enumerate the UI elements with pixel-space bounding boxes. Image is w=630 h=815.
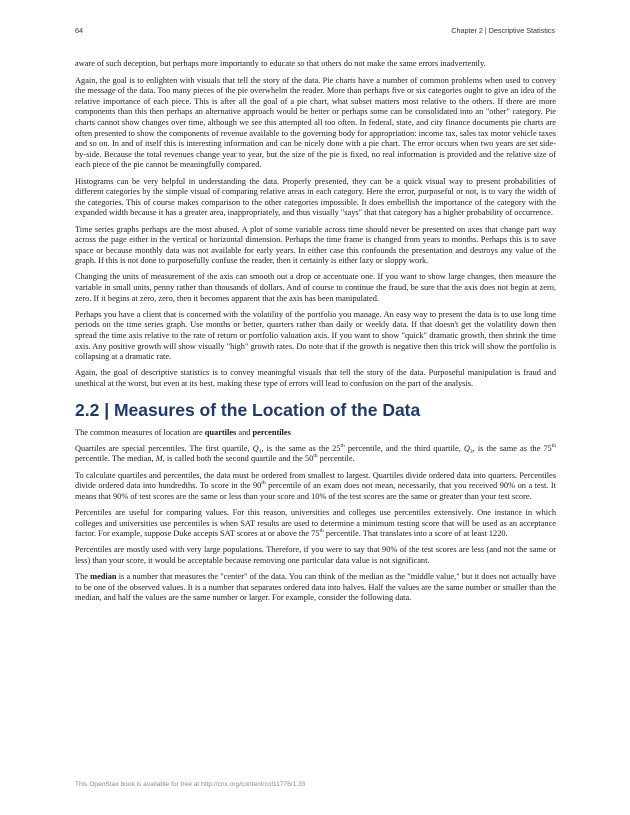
superscript: th	[551, 442, 556, 449]
paragraph: aware of such deception, but perhaps more importantly to educate so that others do not make the same errors inadvertently.	[75, 59, 486, 68]
superscript: th	[319, 528, 324, 535]
paragraph-median	[75, 572, 556, 604]
paragraph-calculate	[75, 471, 556, 503]
text-run: percentile.	[317, 454, 355, 464]
text-run: percentile. The median,	[75, 454, 156, 464]
page-footer: This OpenStax book is available for free at http://cnx.org/content/col11776/1.33	[75, 781, 306, 788]
term-quartiles: quartiles	[204, 427, 237, 437]
section-heading	[75, 400, 556, 420]
paragraph: Time series graphs perhaps are the most abused. A plot of some variable across time should never be presented on axes that change part way across the page either in the vertical or horizontal dimension. Perhaps the time frame is changed from years to months. Perhaps this is to save space or because monthly data was not available for early years. In either case this confounds the presentation and destroys any value of the graph. If this is not done to purposefully confuse the reader, then it certainly is either lazy or sloppy work.	[75, 224, 556, 266]
text-run: and	[236, 427, 253, 437]
superscript: th	[261, 480, 266, 487]
running-header	[75, 26, 555, 38]
text-run: percentile. That translates into a score of at least 1220.	[323, 529, 508, 539]
text-run: Percentiles are useful for comparing values. For this reason, universities and colleges use percentiles extensively. One instance in which colleges and universities use percentiles is when SAT results are used to determine a minimum testing score that will be used as an acceptance factor. For example, suppose Duke accepts SAT scores at or above the 75	[75, 507, 556, 539]
superscript: th	[340, 442, 345, 449]
paragraph: Histograms can be very helpful in understanding the data. Properly presented, they can be a quick visual way to present probabilities of different categories by the simple visual of comparing relative areas in each category. Here the error, purposeful or not, is to vary the width of the categories. This of course makes comparison to the other categories impossible. It does embellish the importance of the category with the expanded width because it has a greater area, inappropriately, and thus visually "says" that that category has a higher probability of occurrence.	[75, 176, 556, 218]
text-run: percentile of an exam does not mean, necessarily, that you received 90% on a test. It means that 90% of test scores are the same or less than your score and 10% of the test scores are the same or greater than your test score.	[75, 481, 556, 501]
text-run: , is the same as the 25	[261, 443, 341, 453]
paragraph: Perhaps you have a client that is concerned with the volatility of the portfolio you manage. An easy way to present the data is to use long time periods on the time series graph. Use months or better, quarters rather than daily or weekly data. If that doesn't get the volatility down then spread the time axis relative to the rate of return or portfolio valuation axis. If you want to show "quick" dramatic growth, then shrink the time axis. Any positive growth will show visually "high" growth rates. Do note that if the growth is negative then this trick will show the portfolio is collapsing at a dramatic rate.	[75, 309, 556, 362]
section-number: 2.2	[75, 399, 100, 420]
paragraph-quartiles	[75, 444, 556, 465]
text-run: percentile, and the third quartile,	[344, 443, 464, 453]
paragraph: Again, the goal of descriptive statistics is to convey meaningful visuals that tell the story of the data. Purposeful manipulation is fraud and unethical at the worst, but even at its best, making these type of errors will lead to confusion on the part of the analysis.	[75, 368, 556, 388]
text-run: is a number that measures the "center" of the data. You can think of the median as the "middle value," but it does not actually have to be one of the observed values. It is a number that separates ordered data into halves. Half the values are the same number or smaller than the median, and half the values are the same number or larger. For example, consider the following data.	[75, 572, 556, 603]
chapter-title: Chapter 2 | Descriptive Statistics	[451, 26, 555, 35]
paragraph-intro	[75, 428, 556, 439]
text-run: To calculate quartiles and percentiles, the data must be ordered from smallest to largest. Quartiles divide ordered data into quarters. Percentiles divide ordered data into hundredths. To score in the 90	[75, 470, 556, 491]
subscript: 3	[469, 448, 473, 455]
section-title: Measures of the Location of the Data	[113, 399, 421, 420]
text-run: , is called both the second quartile and the 50	[162, 454, 314, 464]
text-run: Quartiles are special percentiles. The first quartile,	[75, 443, 253, 453]
body-text	[75, 59, 556, 609]
term-percentiles: percentiles	[252, 427, 291, 437]
term-median: median	[90, 572, 117, 582]
page-number: 64	[75, 26, 83, 35]
subscript: 1	[258, 448, 262, 455]
math-var: Q	[463, 443, 470, 453]
superscript: th	[313, 453, 318, 460]
paragraph: Again, the goal is to enlighten with visuals that tell the story of the data. Pie charts have a number of common problems when used to convey the message of the data. Too many pieces of the pie overwhelm the reader. More than perhaps five or six categories ought to give an idea of the relative importance of each piece. This is after all the goal of a pie chart, what subset matters most relative to the others. If there are more components than this then perhaps an alternative approach would be better or perhaps some can be consolidated into an "other" category. Pie charts cannot show changes over time, although we see this attempted all too often. In federal, state, and city finance documents pie charts are often presented to show the components of revenue available to the governing body for appropriation: income tax, sales tax motor vehicle taxes and so on. In and of itself this is interesting information and can be nicely done with a pie chart. The error occurs when two years are set side-by-side. Because the total revenues change year to year, but the size of the pie is fixed, no real information is provided and the relative size of each piece of the pie cannot be meaningfully compared.	[75, 75, 556, 170]
text-run: The	[75, 572, 91, 582]
text-run: The common measures of location are	[75, 427, 205, 437]
paragraph-useful	[75, 508, 556, 540]
section-separator: |	[99, 399, 114, 420]
math-var: Q	[252, 443, 259, 453]
text-run: , is the same as the 75	[472, 443, 552, 453]
math-var: M	[155, 454, 163, 464]
paragraph-populations: Percentiles are mostly used with very large populations. Therefore, if you were to say that 90% of the test scores are less (and not the same or less) than your score, it would be acceptable because removing one particular data value is not significant.	[75, 545, 556, 565]
paragraph: Changing the units of measurement of the axis can smooth out a drop or accentuate one. If you want to show large changes, then measure the variable in small units, penny rather than thousands of dollars. And of course to continue the fraud, be sure that the axis does not begin at zero, zero. If it begins at zero, zero, then it becomes apparent that the axis has been manipulated.	[75, 272, 556, 303]
